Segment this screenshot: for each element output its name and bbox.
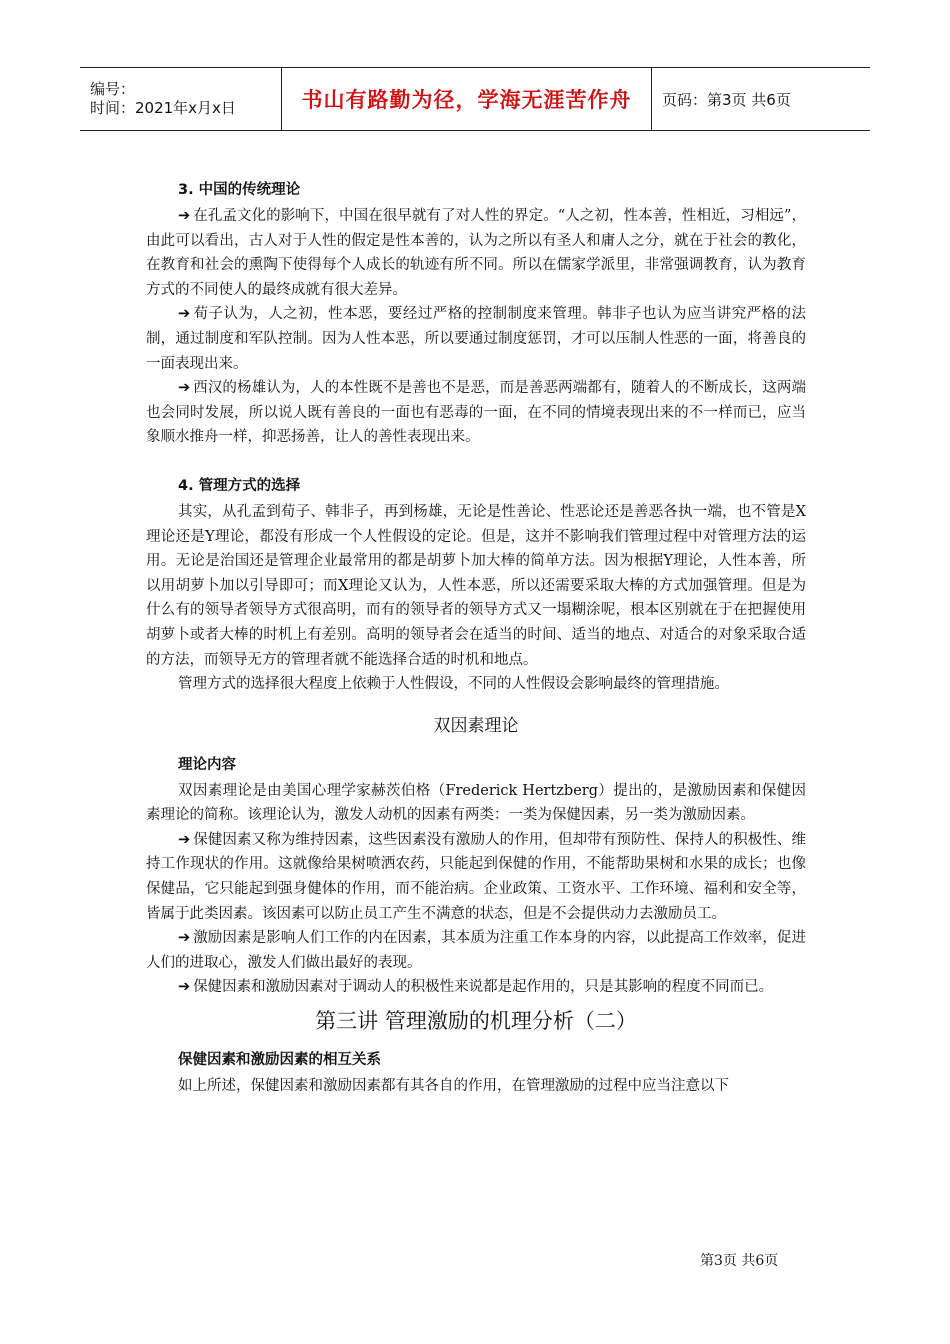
- paragraph: ➔ 西汉的杨雄认为，人的本性既不是善也不是恶，而是善恶两端都有，随着人的不断成长，这两端也会同时发展，所以说人既有善良的一面也有恶毒的一面，在不同的情境表现出来的不一样而已，应当象顺水推舟一样，抑恶扬善，让人的善性表现出来。: [146, 380, 806, 446]
- right-arrow-icon: ➔: [178, 380, 191, 397]
- spacer: [146, 450, 806, 474]
- section-title: 理论内容: [178, 756, 236, 773]
- paragraph: 如上所述，保健因素和激励因素都有其各自的作用，在管理激励的过程中应当注意以下: [178, 1078, 729, 1095]
- number-label: 编号：: [90, 80, 136, 98]
- section-title: 保健因素和激励因素的相互关系: [178, 1052, 381, 1069]
- right-arrow-icon: ➔: [178, 208, 191, 224]
- document-body: [146, 178, 806, 1099]
- header-page-cell: [652, 68, 870, 130]
- lecture-heading: 第三讲 管理激励的机理分析（二）: [315, 1009, 637, 1034]
- page-info: 页码：第3页 共6页: [662, 90, 791, 109]
- right-arrow-icon: ➔: [178, 979, 191, 996]
- paragraph: ➔ 荀子认为，人之初，性本恶，要经过严格的控制制度来管理。韩非子也认为应当讲究严格的法制，通过制度和军队控制。因为人性本恶，所以要通过制度惩罚，才可以压制人性恶的一面，将善良的一面表现出来。: [146, 306, 806, 372]
- time-label: 时间：2021年x月x日: [90, 99, 236, 117]
- paragraph: ➔ 激励因素是影响人们工作的内在因素，其本质为注重工作本身的内容，以此提高工作效率，促进人们的进取心，激发人们做出最好的表现。: [146, 930, 806, 971]
- paragraph: ➔ 在孔孟文化的影响下，中国在很早就有了对人性的界定。“人之初，性本善，性相近，习相远”，由此可以看出，古人对于人性的假定是性本善的，认为之所以有圣人和庸人之分，就在于社会的教化，在教育和社会的熏陶下使得每个人成长的轨迹有所不同。所以在儒家学派里，非常强调教育，认为教育方式的不同使人的最终成就有很大差异。: [146, 208, 806, 298]
- right-arrow-icon: ➔: [178, 930, 191, 947]
- page-footer: 第3页 共6页: [700, 1253, 779, 1269]
- right-arrow-icon: ➔: [178, 306, 191, 323]
- paragraph: ➔ 保健因素又称为维持因素，这些因素没有激励人的作用，但却带有预防性、保持人的积极性、维持工作现状的作用。这就像给果树喷洒农药，只能起到保健的作用，不能帮助果树和水果的成长；也像保健品，它只能起到强身健体的作用，而不能治病。企业政策、工资水平、工作环境、福利和安全等，皆属于此类因素。该因素可以防止员工产生不满意的状态，但是不会提供动力去激励员工。: [146, 831, 806, 922]
- two-factor-heading: 双因素理论: [433, 715, 519, 736]
- header-motto-cell: [282, 68, 652, 130]
- page-header: [80, 67, 870, 131]
- paragraph: 双因素理论是由美国心理学家赫茨伯格（Frederick Hertzberg）提出的，是激励因素和保健因素理论的简称。该理论认为，激发人动机的因素有两类：一类为保健因素，另一类为激励因素。: [146, 782, 806, 824]
- header-meta: [80, 68, 282, 130]
- right-arrow-icon: ➔: [178, 831, 191, 848]
- paragraph: 管理方式的选择很大程度上依赖于人性假设，不同的人性假设会影响最终的管理措施。: [178, 676, 729, 693]
- section-title: 3. 中国的传统理论: [178, 182, 301, 198]
- section-title: 4. 管理方式的选择: [178, 477, 301, 494]
- motto: 书山有路勤为径，学海无涯苦作舟: [301, 88, 632, 112]
- paragraph: ➔ 保健因素和激励因素对于调动人的积极性来说都是起作用的，只是其影响的程度不同而已。: [178, 979, 774, 996]
- paragraph: 其实，从孔孟到荀子、韩非子，再到杨雄，无论是性善论、性恶论还是善恶各执一端，也不管是X理论还是Y理论，都没有形成一个人性假设的定论。但是，这并不影响我们管理过程中对管理方法的运用。无论是治国还是管理企业最常用的都是胡萝卜加大棒的简单方法。因为根据Y理论，人性本善，所以用胡萝卜加以引导即可；而X理论又认为，人性本恶，所以还需要采取大棒的方式加强管理。但是为什么有的领导者领导方式很高明，而有的领导者的领导方式又一塌糊涂呢，根本区别就在于在把握使用胡萝卜或者大棒的时机上有差别。高明的领导者会在适当的时间、适当的地点、对适合的对象采取合适的方法，而领导无方的管理者就不能选择合适的时机和地点。: [146, 503, 806, 668]
